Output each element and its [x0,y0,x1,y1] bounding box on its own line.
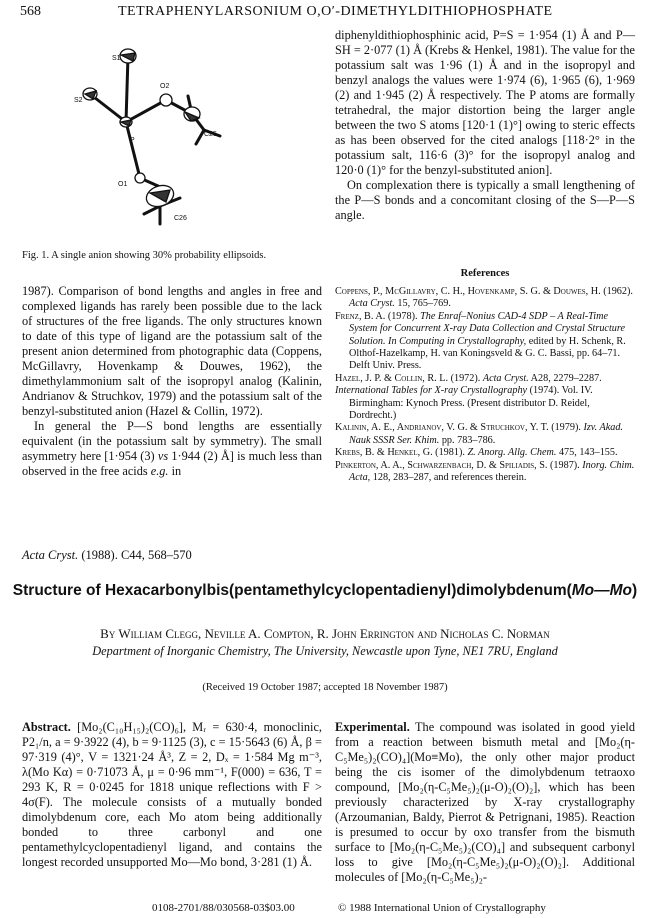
received-dates: (Received 19 October 1987; accepted 18 November 1987) [202,682,448,693]
article-citation: Acta Cryst. (1988). C44, 568–570 [22,548,192,562]
atom-label-s2: S2 [74,97,83,104]
abstract [22,720,322,870]
reference-item: Pinkerton, A. A., Schwarzenbach, D. & Spiliadis, S. (1987). Inorg. Chim. Acta, 128, 283–287, and references therein. [335,459,635,484]
right-column-top [335,28,635,223]
atom-label-s1: S1 [112,55,121,62]
reference-item: Hazel, J. P. & Collin, R. L. (1972). Acta Cryst. A28, 2279–2287. [335,372,602,384]
experimental-section [335,720,635,885]
footer-copyright: © 1988 International Union of Crystallography [338,902,546,914]
atom-label-p: P [130,137,135,144]
page-number: 568 [20,4,41,19]
paragraph: diphenyldithiophosphinic acid, P=S = 1·954 (1) Å and P—SH = 2·077 (1) Å (Krebs & Henkel, 1981). The value for the potassium salt was 1·96 (1) Å and in the isopropyl and benzyl analogs the values were 1·974 (6), 1·965 (6), 1·969 (2) and 1·945 (2) Å respectively. The P atoms are formally tetrahedral, the major distortion being the larger angle between the two S atoms [120·1 (1)°] owing to steric effects as has been observed for the cited analogs [118·2° in the potassium salt, 116·6 (3)° for the isopropyl analog and 120·0 (1)° for the benzyl-substituted anion]. [335,28,635,177]
paragraph: 1987). Comparison of bond lengths and angles in free and complexed ligands has rarely been possible due to the lack of structures of the free ligands. The only structures known to date of this type of ligand are the potassium salt of the present anion determined from photographic data (Coppens, McGillavry, Hovenkamp & Douwes, 1962), the dimethylammonium salt of the isopropyl analog (Kalinin, Andrianov & Struchkov, 1979) and the potassium salt of the benzyl-substituted anion (Hazel & Collin, 1972). [22,284,322,418]
figure-caption: Fig. 1. A single anion showing 30% probability ellipsoids. [22,250,267,261]
atom-label-o2: O2 [160,83,170,90]
article-title: Structure of Hexacarbonylbis(pentamethylcyclopentadienyl)dimolybdenum(Mo—Mo) [12,582,638,599]
atom-label-o1: O1 [118,181,128,188]
running-title: TETRAPHENYLARSONIUM O,O′-DIMETHYLDITHIOPHOSPHATE [118,4,553,19]
reference-item: Krebs, B. & Henkel, G. (1981). Z. Anorg. Allg. Chem. 475, 143–155. [335,447,618,459]
reference-item: Frenz, B. A. (1978). The Enraf–Nonius CAD-4 SDP – A Real-Time System for Concurrent X-ray Data Collection and Crystal Structure Solution. In Computing in Crystallography, edited by H. Schenk, R. Olthof-Hazelkamp, H. van Koningsveld & G. C. Bassi, pp. 64–71. Delft Univ. Press. [335,310,626,372]
abstract-text: [Mo₂(C₁₀H₁₅)₂(CO)₆], Mᵣ = 630·4, monoclinic, P2₁/n, a = 9·3922 (4), b = 9·1125 (3), c = 15·5643 (6) Å, β = 97·319 (4)°, V = 1321·24 Å³, Z = 2, Dₓ = 1·584 Mg m⁻³, λ(Mo Kα) = 0·71073 Å, μ = 0·96 mm⁻¹, F(000) = 636, T = 293 K, R = 0·0245 for 1818 unique reflections with F > 4σ(F). The molecule consists of a mutually bonded dimolybdenum core, each Mo atom being additionally bonded to three carbonyl and one pentamethylcyclopentadienyl ligand, and contains the longest recorded unsupported Mo—Mo bond, 3·281 (1) Å. [22,720,322,869]
ortep-figure [70,28,280,238]
anion-ellipsoid-drawing [70,28,280,238]
abstract-label: Abstract. [22,720,71,734]
reference-item: Coppens, P., McGillavry, C. H., Hovenkamp, S. G. & Douwes, H. (1962). Acta Cryst. 15, 765–769. [335,286,633,310]
atom-label-c25: C25 [204,131,217,138]
footer-code: 0108-2701/88/030568-03$03.00 [152,902,295,914]
affiliation: Department of Inorganic Chemistry, The University, Newcastle upon Tyne, NE1 7RU, England [92,644,558,658]
atom-label-c26: C26 [174,215,187,222]
left-column-body [22,284,322,479]
experimental-text: The compound was isolated in good yield from a reaction between bismuth metal and [Mo₂(η-C₅Me₅)₂(CO)₄](Mo≡Mo), the only other major product being the cis isomer of the dimolybdenum tetraoxo compound, [Mo₂(η-C₅Me₅)₂(μ-O)₂(O)₂], which has been previously characterized by X-ray crystallography (Arzoumanian, Baldy, Pierrot & Petrignani, 1985). Reaction is presumed to occur by oxo transfer from the bismuth surface to [Mo₂(η-C₅Me₅)₂(CO)₄] and subsequent carbonyl loss to give [Mo₂(η-C₅Me₅)₂(μ-O)₂(O)₂]. Additional molecules of [Mo₂(η-C₅Me₅)₂- [335,720,635,884]
references-heading: References [460,268,510,279]
paragraph: On complexation there is typically a small lengthening of the P—S bonds and a concomitant closing of the S—P—S angle. [335,178,635,222]
experimental-label: Experimental. [335,720,410,734]
paragraph: In general the P—S bond lengths are essentially equivalent (in the potassium salt by symmetry). The small asymmetry here [1·954 (3) vs 1·944 (2) Å] is much less than observed in the free acids e.g. in [22,419,322,478]
reference-item: International Tables for X-ray Crystallography (1974). Vol. IV. Birmingham: Kynoch Press. (Present distributor D. Reidel, Dordrecht.) [335,385,593,422]
references-list [335,286,635,485]
reference-item: Kalinin, A. E., Andrianov, V. G. & Struchkov, Y. T. (1979). Izv. Akad. Nauk SSSR Ser. Khim. pp. 783–786. [335,422,623,446]
author-list: By William Clegg, Neville A. Compton, R. John Errington and Nicholas C. Norman [100,626,550,641]
